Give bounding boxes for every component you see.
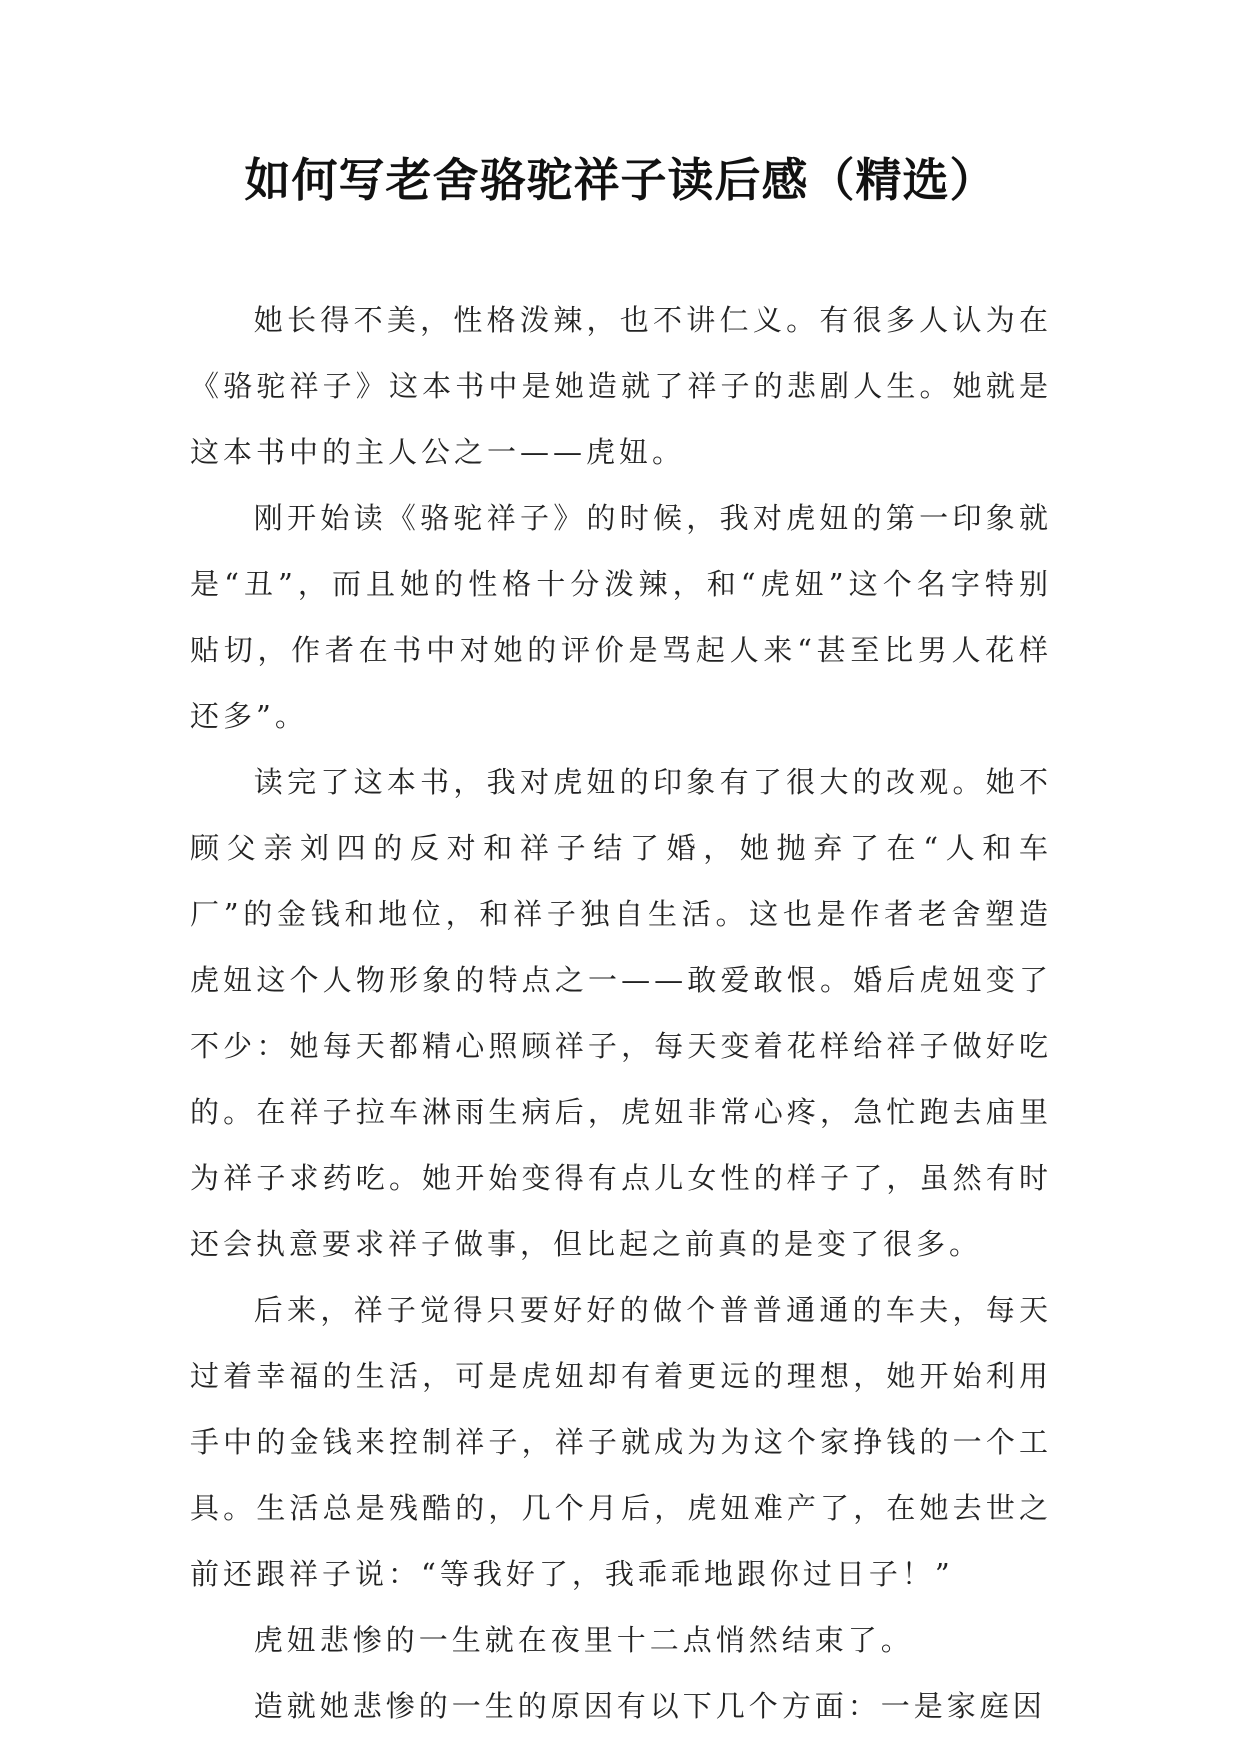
paragraph: 读完了这本书，我对虎妞的印象有了很大的改观。她不顾父亲刘四的反对和祥子结了婚，她抛弃了在“人和车厂”的金钱和地位，和祥子独自生活。这也是作者老舍塑造虎妞这个人物形象的特点之一——敢爱敢恨。婚后虎妞变了不少：她每天都精心照顾祥子，每天变着花样给祥子做好吃的。在祥子拉车淋雨生病后，虎妞非常心疼，急忙跑去庙里为祥子求药吃。她开始变得有点儿女性的样子了，虽然有时还会执意要求祥子做事，但比起之前真的是变了很多。 [190, 765, 1052, 1261]
document-title: 如何写老舍骆驼祥子读后感（精选） [244, 153, 997, 207]
paragraph: 造就她悲惨的一生的原因有以下几个方面：一是家庭因 [253, 1689, 1046, 1723]
document-body [190, 287, 1052, 1739]
paragraph: 刚开始读《骆驼祥子》的时候，我对虎妞的第一印象就是“丑”，而且她的性格十分泼辣，和“虎妞”这个名字特别贴切，作者在书中对她的评价是骂起人来“甚至比男人花样还多”。 [190, 501, 1052, 733]
paragraph: 后来，祥子觉得只要好好的做个普普通通的车夫，每天过着幸福的生活，可是虎妞却有着更远的理想，她开始利用手中的金钱来控制祥子，祥子就成为为这个家挣钱的一个工具。生活总是残酷的，几个月后，虎妞难产了，在她去世之前还跟祥子说：“等我好了，我乖乖地跟你过日子！” [190, 1293, 1052, 1591]
paragraph: 她长得不美，性格泼辣，也不讲仁义。有很多人认为在《骆驼祥子》这本书中是她造就了祥子的悲剧人生。她就是这本书中的主人公之一——虎妞。 [190, 303, 1052, 469]
paragraph: 虎妞悲惨的一生就在夜里十二点悄然结束了。 [253, 1623, 914, 1657]
